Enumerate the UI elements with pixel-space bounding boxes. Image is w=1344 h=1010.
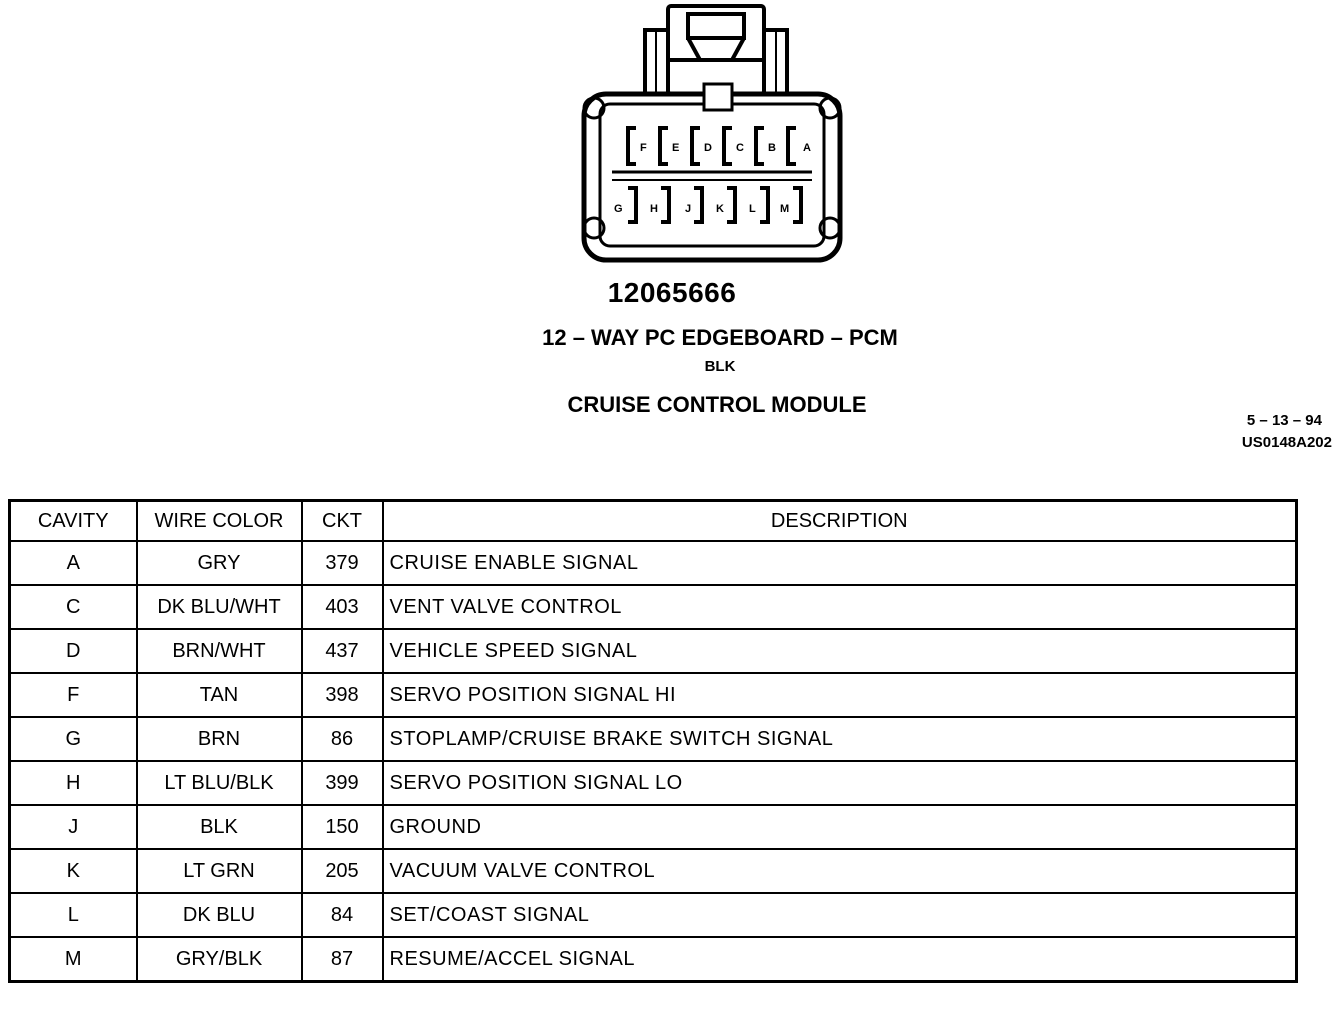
cell-cavity: A	[10, 541, 137, 585]
cavity-label-m: M	[780, 203, 790, 215]
cell-wire-color: TAN	[137, 673, 302, 717]
pinout-table	[8, 499, 1298, 983]
connector-part-number: 12065666	[607, 277, 737, 308]
cell-ckt: 205	[302, 849, 383, 893]
figure-code: US0148A202	[1241, 434, 1332, 451]
cell-ckt: 399	[302, 761, 383, 805]
cell-ckt: 403	[302, 585, 383, 629]
cell-description: STOPLAMP/CRUISE BRAKE SWITCH SIGNAL	[383, 717, 1297, 761]
table-row	[10, 629, 1297, 673]
cavity-label-f: F	[640, 142, 647, 154]
header-cavity: CAVITY	[10, 501, 137, 542]
header-description: DESCRIPTION	[383, 501, 1297, 542]
cell-cavity: L	[10, 893, 137, 937]
cell-cavity: J	[10, 805, 137, 849]
table-row	[10, 541, 1297, 585]
connector-module: CRUISE CONTROL MODULE	[567, 392, 867, 417]
cell-description: CRUISE ENABLE SIGNAL	[383, 541, 1297, 585]
header-ckt: CKT	[302, 501, 383, 542]
cell-cavity: M	[10, 937, 137, 982]
cavity-label-a: A	[803, 142, 811, 154]
table-row	[10, 673, 1297, 717]
cell-cavity: D	[10, 629, 137, 673]
cavity-label-c: C	[736, 142, 744, 154]
table-row	[10, 585, 1297, 629]
cell-wire-color: GRY	[137, 541, 302, 585]
cell-wire-color: DK BLU	[137, 893, 302, 937]
cell-wire-color: GRY/BLK	[137, 937, 302, 982]
table-header-row	[10, 501, 1297, 542]
connector-color: BLK	[704, 358, 736, 375]
cavity-label-h: H	[650, 203, 658, 215]
cell-ckt: 437	[302, 629, 383, 673]
connector-diagram	[570, 0, 860, 270]
table-row	[10, 761, 1297, 805]
cell-ckt: 150	[302, 805, 383, 849]
cavity-label-k: K	[716, 203, 724, 215]
cell-ckt: 398	[302, 673, 383, 717]
table-row	[10, 849, 1297, 893]
cavity-label-e: E	[672, 142, 680, 154]
table-row	[10, 937, 1297, 982]
header-wire-color: WIRE COLOR	[137, 501, 302, 542]
revision-date: 5 – 13 – 94	[1246, 412, 1322, 429]
cell-ckt: 84	[302, 893, 383, 937]
cell-wire-color: BRN	[137, 717, 302, 761]
cell-wire-color: BLK	[137, 805, 302, 849]
cell-description: VEHICLE SPEED SIGNAL	[383, 629, 1297, 673]
cell-cavity: H	[10, 761, 137, 805]
cell-ckt: 87	[302, 937, 383, 982]
cell-description: VENT VALVE CONTROL	[383, 585, 1297, 629]
cavity-label-b: B	[768, 142, 776, 154]
cell-description: VACUUM VALVE CONTROL	[383, 849, 1297, 893]
cell-ckt: 86	[302, 717, 383, 761]
connector-body	[584, 84, 840, 260]
cell-description: GROUND	[383, 805, 1297, 849]
cell-description: RESUME/ACCEL SIGNAL	[383, 937, 1297, 982]
table-row	[10, 805, 1297, 849]
connector-latch	[645, 6, 787, 94]
cell-cavity: F	[10, 673, 137, 717]
cell-cavity: G	[10, 717, 137, 761]
cell-description: SET/COAST SIGNAL	[383, 893, 1297, 937]
cell-wire-color: BRN/WHT	[137, 629, 302, 673]
cavity-label-l: L	[749, 203, 756, 215]
cell-wire-color: LT BLU/BLK	[137, 761, 302, 805]
cavity-label-j: J	[685, 203, 692, 215]
table-row	[10, 717, 1297, 761]
cell-ckt: 379	[302, 541, 383, 585]
cell-cavity: C	[10, 585, 137, 629]
cell-wire-color: DK BLU/WHT	[137, 585, 302, 629]
cavity-label-g: G	[614, 203, 623, 215]
cell-description: SERVO POSITION SIGNAL HI	[383, 673, 1297, 717]
cell-cavity: K	[10, 849, 137, 893]
connector-name: 12 – WAY PC EDGEBOARD – PCM	[542, 325, 898, 350]
cavity-label-d: D	[704, 142, 712, 154]
cell-wire-color: LT GRN	[137, 849, 302, 893]
table-row	[10, 893, 1297, 937]
cell-description: SERVO POSITION SIGNAL LO	[383, 761, 1297, 805]
